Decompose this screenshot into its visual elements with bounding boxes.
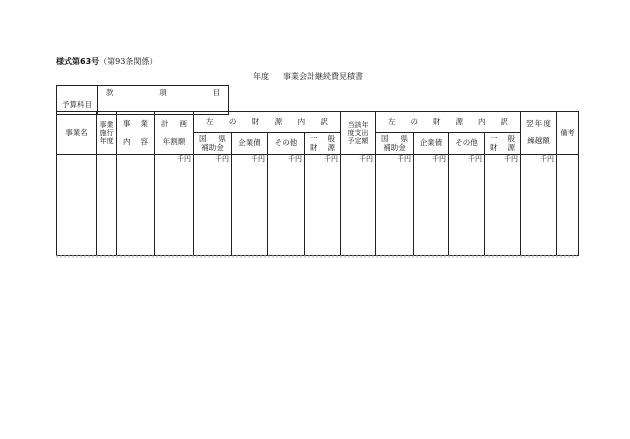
unit-cell-bond-2: 千円 xyxy=(414,155,449,166)
entry-cell[interactable] xyxy=(485,165,521,256)
header-enterprise-bond-2: 企業債 xyxy=(414,133,449,155)
header-enterprise-bond-1: 企業債 xyxy=(232,133,268,155)
header-breakdown-left-2: 左 の 財 源 内 訳 xyxy=(376,112,521,133)
header-remarks: 備考 xyxy=(557,112,579,155)
estimate-table xyxy=(56,111,579,256)
entry-cell[interactable] xyxy=(414,165,449,256)
form-number xyxy=(56,56,157,67)
entry-cell[interactable] xyxy=(155,165,194,256)
unit-cell-bond-1: 千円 xyxy=(232,155,268,166)
entry-cell[interactable] xyxy=(341,165,376,256)
entry-cell[interactable] xyxy=(521,165,557,256)
unit-cell-carryover: 千円 xyxy=(521,155,557,166)
header-other-2: その他 xyxy=(449,133,485,155)
header-project-name: 事業名 xyxy=(57,112,97,155)
header-other-1: その他 xyxy=(268,133,305,155)
entry-cell[interactable] xyxy=(97,165,117,256)
header-project-content: 事 業 内 容 xyxy=(117,112,155,155)
unit-row xyxy=(57,155,579,166)
entry-cell[interactable] xyxy=(232,165,268,256)
unit-cell-subsidy-2: 千円 xyxy=(376,155,414,166)
entry-cell[interactable] xyxy=(57,165,97,256)
header-national-subsidy-2: 国 県 補助金 xyxy=(376,133,414,155)
title-year: 年度 xyxy=(253,72,269,81)
entry-cell[interactable] xyxy=(268,165,305,256)
unit-cell-other-2: 千円 xyxy=(449,155,485,166)
header-exec-year: 事業 施行 年度 xyxy=(97,112,117,155)
unit-cell-other-1: 千円 xyxy=(268,155,305,166)
header-breakdown-left-1: 左 の 財 源 内 訳 xyxy=(194,112,341,133)
item-kou: 項 xyxy=(159,88,167,97)
header-general-source-1: 一 般 財 源 xyxy=(305,133,341,155)
unit-cell-empty xyxy=(97,155,117,166)
entry-cell[interactable] xyxy=(194,165,232,256)
unit-cell-current-year: 千円 xyxy=(341,155,376,166)
torn-edge xyxy=(56,255,577,258)
unit-cell-general-1: 千円 xyxy=(305,155,341,166)
unit-cell-empty xyxy=(57,155,97,166)
unit-cell-empty xyxy=(557,155,579,166)
unit-cell-plan: 千円 xyxy=(155,155,194,166)
entry-cell[interactable] xyxy=(557,165,579,256)
document-title xyxy=(253,71,363,82)
entry-cell[interactable] xyxy=(117,165,155,256)
header-next-year-carryover: 翌 年 度 繰越額 xyxy=(521,112,557,155)
entry-cell[interactable] xyxy=(305,165,341,256)
budget-subject-label: 予算科目 xyxy=(57,86,98,115)
item-moku: 目 xyxy=(212,88,220,97)
entry-cell[interactable] xyxy=(376,165,414,256)
header-general-source-2: 一 般 財 源 xyxy=(485,133,521,155)
header-national-subsidy-1: 国 県 補助金 xyxy=(194,133,232,155)
header-plan-annual: 計 画 年割額 xyxy=(155,112,194,155)
item-kan: 款 xyxy=(106,88,114,97)
unit-cell-subsidy-1: 千円 xyxy=(194,155,232,166)
title-main: 事業会計継続費見積書 xyxy=(283,72,363,81)
form-number-label: 様式第63号 xyxy=(56,57,100,66)
form-reference: （第93条関係） xyxy=(99,57,158,66)
entry-row xyxy=(57,165,579,256)
unit-cell-general-2: 千円 xyxy=(485,155,521,166)
unit-cell-empty xyxy=(117,155,155,166)
header-current-year-expected: 当該年 度支出 予定額 xyxy=(341,112,376,155)
entry-cell[interactable] xyxy=(449,165,485,256)
